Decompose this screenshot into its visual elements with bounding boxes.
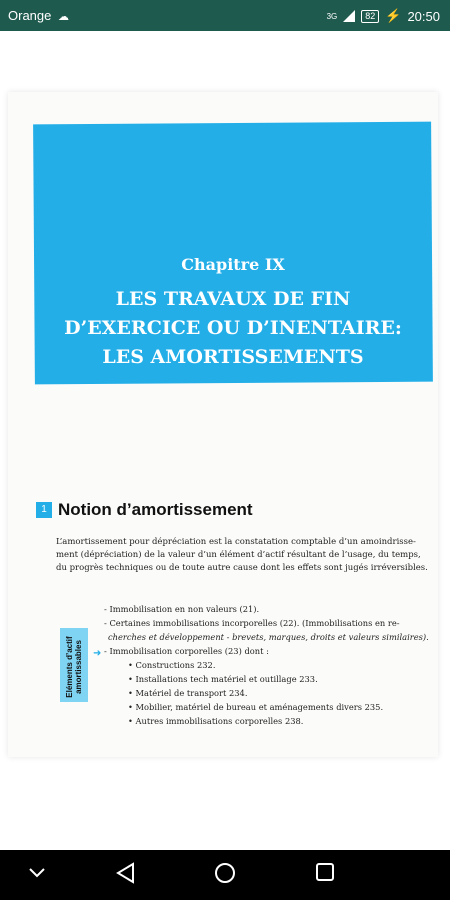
asset-list: [104, 602, 440, 728]
paragraph-line: ment (dépréciation) de la valeur d’un élément d’actif résultant de l’usage, du temps,: [56, 550, 421, 560]
chapter-title-line: LES TRAVAUX DE FIN: [115, 288, 351, 310]
paragraph-line: du progrès techniques ou de toute autre cause dont les effets sont jugés irréversibles.: [56, 563, 428, 573]
carrier-label: Orange: [8, 8, 52, 23]
sub-list-item: • Autres immobilisations corporelles 238.: [128, 716, 304, 726]
list-item: - Certaines immobilisations incorporelles (22). (Immobilisations en re-: [104, 618, 400, 628]
battery-level: 82: [365, 10, 376, 21]
list-item: cherches et développement - brevets, marques, droits et valeurs similaires).: [108, 632, 429, 642]
home-icon[interactable]: [214, 862, 236, 889]
sub-list-item: • Installations tech matériel et outillage 233.: [128, 674, 318, 684]
side-label-text: [65, 629, 83, 705]
cloud-icon: ☁: [58, 11, 69, 23]
navigation-bar: [0, 850, 450, 900]
side-label-line: Eléments d’actif: [65, 636, 74, 698]
sub-list-item: • Matériel de transport 234.: [128, 688, 248, 698]
list-item: - Immobilisation corporelles (23) dont :: [104, 646, 269, 656]
carrier-name: [8, 8, 69, 23]
battery-icon: [361, 10, 379, 23]
charging-icon: ⚡: [385, 8, 402, 23]
status-icons: [327, 8, 440, 24]
paragraph-line: L’amortissement pour dépréciation est la constatation comptable d’un amoindrisse-: [56, 537, 416, 547]
sub-list-item: • Constructions 232.: [128, 660, 216, 670]
side-label-box: [60, 628, 88, 702]
back-icon[interactable]: [115, 862, 135, 889]
chevron-down-icon[interactable]: [28, 866, 46, 884]
clock: 20:50: [407, 8, 440, 24]
section-heading: [36, 500, 253, 520]
arrow-icon: ➜: [93, 648, 102, 659]
chapter-title-line: D’EXERCICE OU D’INENTAIRE:: [64, 317, 402, 339]
chapter-title: [34, 285, 432, 372]
network-type: 3G: [326, 11, 338, 21]
chapter-title-line: LES AMORTISSEMENTS: [102, 346, 364, 368]
section-number: 1: [36, 502, 52, 518]
signal-icon: [343, 10, 355, 22]
status-bar: [0, 0, 450, 31]
sub-list-item: • Mobilier, matériel de bureau et aménagements divers 235.: [128, 702, 384, 712]
definition-paragraph: [56, 536, 440, 575]
chapter-number: Chapitre IX: [181, 255, 285, 274]
list-item: - Immobilisation en non valeurs (21).: [104, 604, 260, 614]
section-title: Notion d’amortissement: [58, 500, 253, 519]
side-label-line: amortissables: [74, 640, 83, 694]
recents-icon[interactable]: [315, 862, 335, 887]
